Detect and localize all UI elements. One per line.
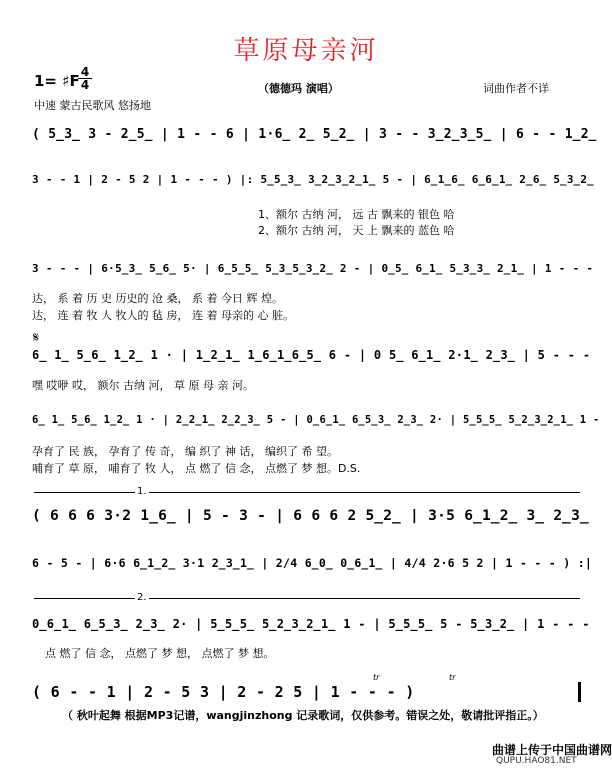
author-note: 词曲作者不详 — [483, 82, 549, 95]
lyrics-line-3-verse-1: 达， 系 着 历 史 历史的 沧 桑， 系 着 今日 辉 煌。 — [32, 292, 283, 305]
lyrics-line-8: 点 燃了 信 念， 点燃了 梦 想， 点燃了 梦 想。 — [45, 647, 275, 660]
volta-1-label: 1. — [137, 486, 147, 497]
key-signature: 1= ♯F — [34, 72, 80, 90]
final-barline — [578, 682, 581, 702]
watermark-url: QUPU.HAO81.NET — [496, 756, 577, 766]
lyrics-line-5-verse-2: 哺育了 草 原， 哺育了 牧 人， 点 燃了 信 念， 点燃了 梦 想。D.S. — [32, 462, 361, 475]
meter-bottom: 4 — [78, 78, 92, 91]
lyrics-line-4: 嘿 哎咿 哎， 额尔 古纳 河， 草 原 母 亲 河。 — [32, 379, 254, 392]
trill-mark-2: tr — [449, 673, 456, 682]
music-line-6: ( 6 6 6 3·2 1̲6̲ | 5 - 3 - | 6 6 6 2 5̲2̲ | 3·5 6̲1̲2̲ 3̲ 2̲3̲ — [32, 508, 589, 524]
lyrics-line-3-verse-2: 达， 连 着 牧 人 牧人的 毡 房， 连 着 母亲的 心 脏。 — [32, 309, 294, 322]
music-line-5: 6̲ 1̲ 5̲6̲ 1̲2̲ 1 · | 2̲2̲1̲ 2̲2̲3̲ 5 - | 0̲6̲1̲ 6̲5̲3̲ 2̲3̲ 2· | 5̲5̲5̲ 5̲2̲3̲2̲1̲ 1 - — [32, 414, 600, 426]
lyrics-line-5-verse-1: 孕育了 民 族， 孕育了 传 奇， 编 织了 神 话， 编织了 希 望。 — [32, 445, 338, 458]
segno-sign: 𝄋 — [33, 330, 40, 346]
lyrics-line-2-verse-2: 2、额尔 古纳 河， 天 上 飘来的 蓝色 哈 — [258, 224, 455, 237]
music-line-1: ( 5̲3̲ 3 - 2̲5̲ | 1 - - 6 | 1·6̲ 2̲ 5̲2̲ | 3 - - 3̲2̲3̲5̲ | 6 - - 1̲2̲ — [32, 127, 597, 142]
volta-2-bracket — [34, 598, 580, 599]
music-line-3: 3 - - - | 6·5̲3̲ 5̲6̲ 5· | 6̲5̲5̲ 5̲3̲5̲3̲2̲ 2 - | 0̲5̲ 6̲1̲ 5̲3̲3̲ 2̲1̲ | 1 - - - — [32, 262, 594, 275]
volta-1-bracket — [34, 492, 580, 493]
song-title: 草原母亲河 — [233, 36, 379, 66]
music-line-8: 0̲6̲1̲ 6̲5̲3̲ 2̲3̲ 2· | 5̲5̲5̲ 5̲2̲3̲2̲1̲ 1 - | 5̲5̲5̲ 5 - 5̲3̲2̲ | 1 - - - — [32, 617, 590, 631]
meter-top: 4 — [80, 65, 90, 79]
music-line-2: 3 - - 1 | 2 - 5 2 | 1 - - - ) |: 5̲5̲3̲ 3̲2̲3̲2̲1̲ 5 - | 6̲1̲6̲ 6̲6̲1̲ 2̲6̲ 5̲3̲2̲ — [32, 173, 594, 186]
volta-2-label: 2. — [137, 592, 147, 603]
music-line-9: ( 6 - - 1 | 2 - 5 3 | 2 - 2 5 | 1 - - - ) — [32, 683, 415, 701]
trill-mark-1: tr — [373, 673, 380, 682]
lyrics-line-2-verse-1: 1、额尔 古纳 河， 远 古 飘来的 银色 哈 — [258, 208, 455, 221]
music-line-7: 6 - 5 - | 6·6 6̲1̲2̲ 3·1 2̲3̲1̲ | 2/4 6̲0̲ 0̲6̲1̲ | 4/4 2·6 5 2 | 1 - - - ) :| — [32, 556, 593, 570]
singer-credit: （德德玛 演唱） — [258, 82, 339, 95]
music-line-4: 6̲ 1̲ 5̲6̲ 1̲2̲ 1 · | 1̲2̲1̲ 1̲6̲1̲6̲5̲ 6 - | 0 5̲ 6̲1̲ 2·1̲ 2̲3̲ | 5 - - - — [32, 348, 591, 362]
tempo-marking: 中速 蒙古民歌风 悠扬地 — [34, 99, 151, 112]
time-signature — [78, 66, 92, 91]
transcription-note: （ 秋叶起舞 根据MP3记谱，wangjinzhong 记录歌词，仅供参考。错误之处，敬请批评指正。） — [62, 709, 544, 722]
watermark-site-name: 曲谱上传于中国曲谱网 — [492, 743, 612, 757]
